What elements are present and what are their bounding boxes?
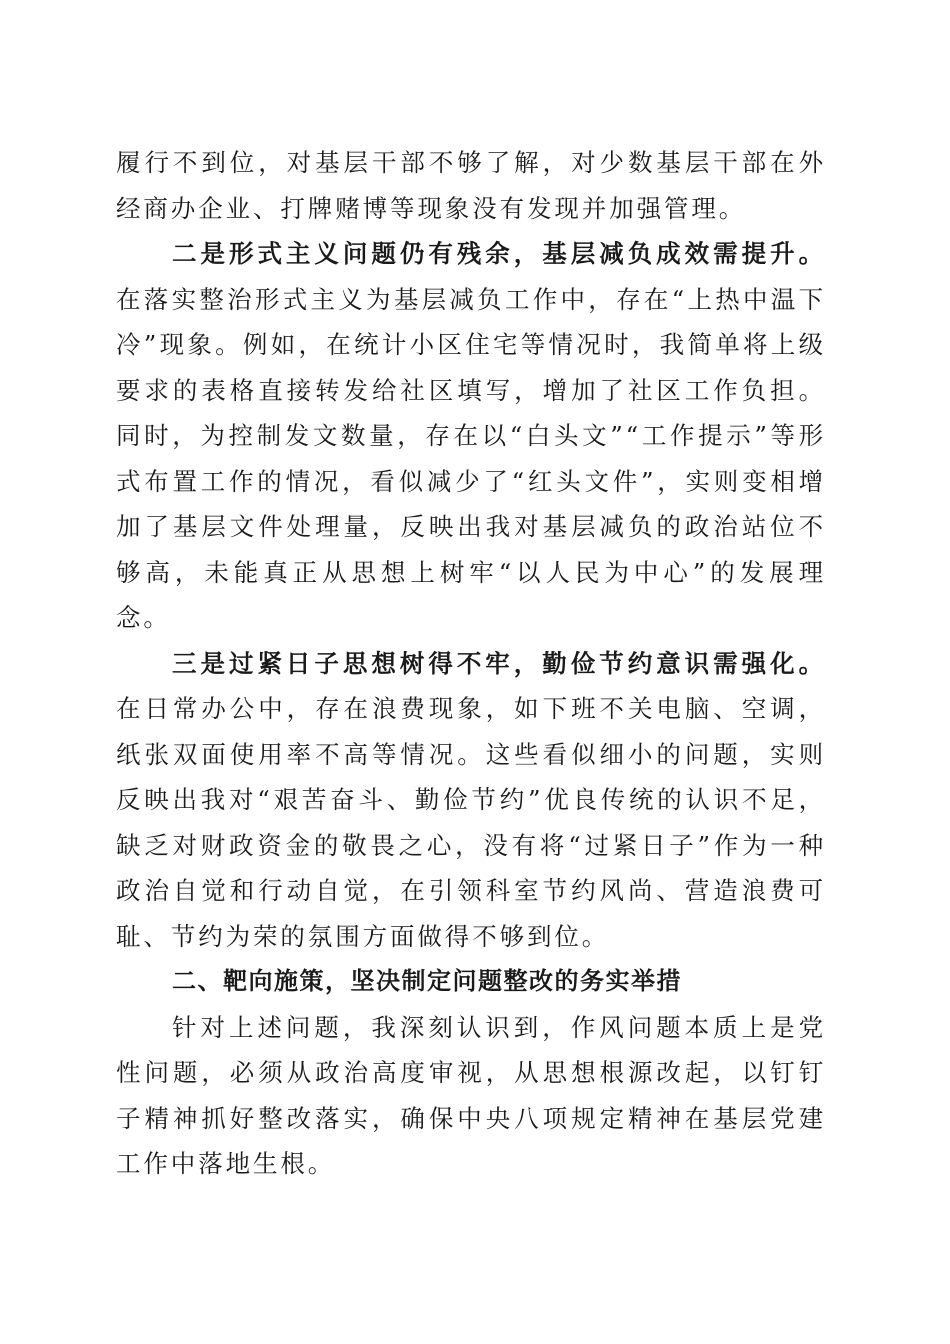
paragraph-formalism <box>116 231 826 641</box>
paragraph-lead-frugality: 三是过紧日子思想树得不牢，勤俭节约意识需强化。 <box>172 648 826 678</box>
paragraph-body-frugality: 在日常办公中，存在浪费现象，如下班不关电脑、空调，纸张双面使用率不高等情况。这些看似细小的问题，实则反映出我对“艰苦奋斗、勤俭节约”优良传统的认识不足，缺乏对财政资金的敬畏之心，没有将“过紧日子”作为一种政治自觉和行动自觉，在引领科室节约风尚、营造浪费可耻、节约为荣的氛围方面做得不够到位。 <box>116 694 826 951</box>
section-heading: 二、靶向施策，坚决制定问题整改的务实举措 <box>172 967 682 995</box>
paragraph-body-formalism: 在落实整治形式主义为基层减负工作中，存在“上热中温下冷”现象。例如，在统计小区住宅等情况时，我简单将上级要求的表格直接转发给社区填写，增加了社区工作负担。同时，为控制发文数量，存在以“白头文”“工作提示”等形式布置工作的情况，看似减少了“红头文件”，实则变相增加了基层文件处理量，反映出我对基层减负的政治站位不够高，未能真正从思想上树牢“以人民为中心”的发展理念。 <box>116 284 826 632</box>
paragraph-continuation: 履行不到位，对基层干部不够了解，对少数基层干部在外经商办企业、打牌赌博等现象没有发现并加强管理。 <box>116 148 826 223</box>
paragraph-rectification: 针对上述问题，我深刻认识到，作风问题本质上是党性问题，必须从政治高度审视，从思想根源改起，以钉钉子精神抓好整改落实，确保中央八项规定精神在基层党建工作中落地生根。 <box>116 1012 826 1178</box>
document-page <box>116 140 826 1187</box>
paragraph-lead-formalism: 二是形式主义问题仍有残余，基层减负成效需提升。 <box>172 239 826 268</box>
paragraph-frugality <box>116 641 826 960</box>
